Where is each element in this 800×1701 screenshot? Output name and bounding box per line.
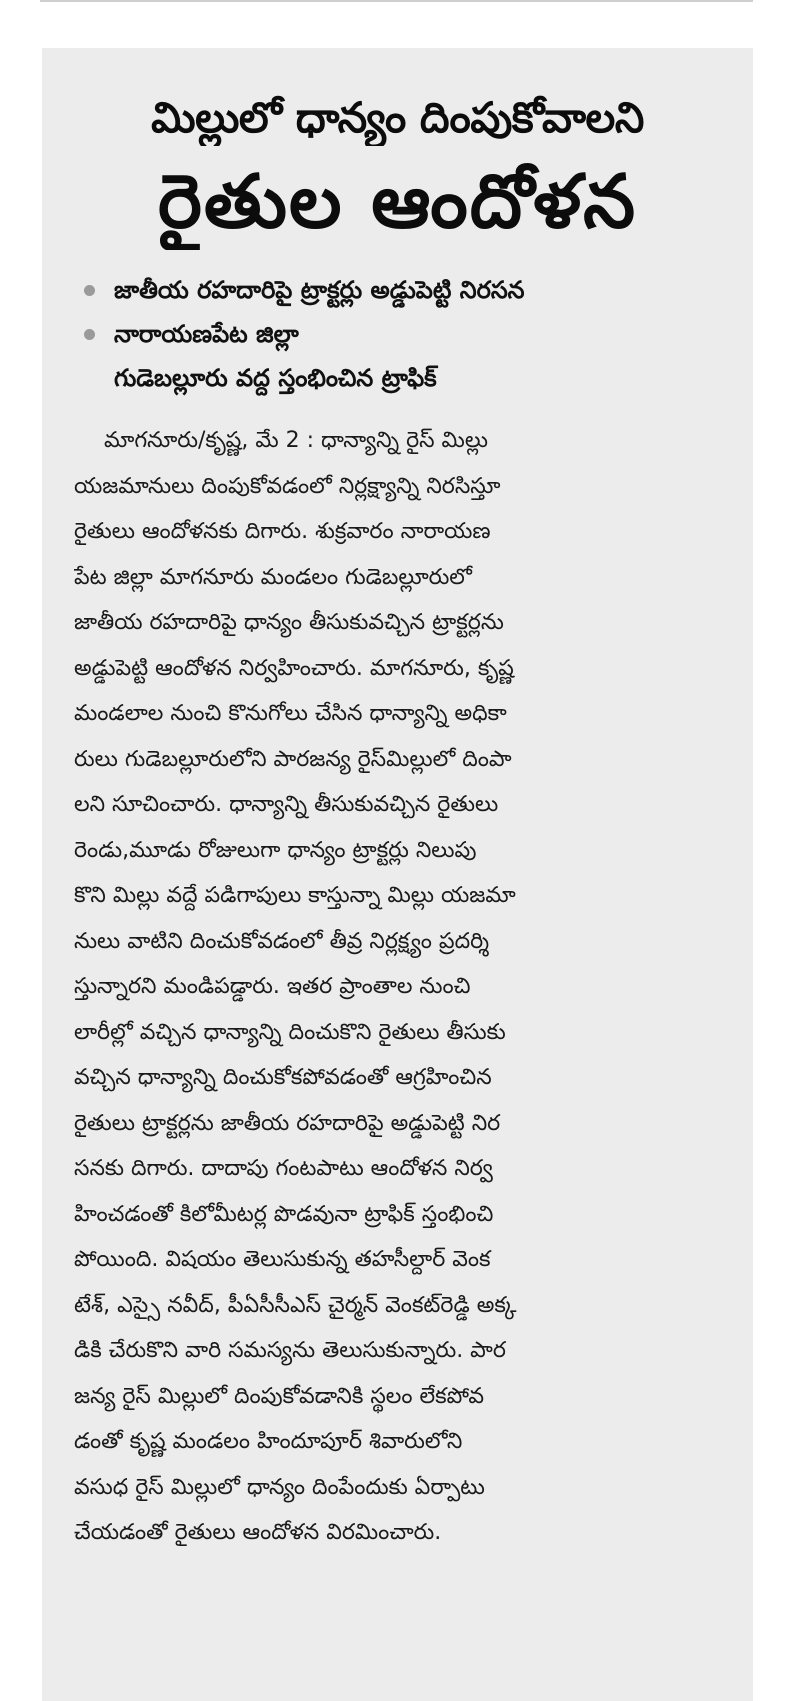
body-line: యజమానులు దింపుకోవడంలో నిర్లక్ష్యాన్ని నిరసిస్తూ (74, 473, 501, 499)
body-line: మాగనూరు/కృష్ణ, మే 2 : ధాన్యాన్ని రైస్ మిల్లు (104, 428, 489, 453)
top-divider (40, 0, 753, 2)
bullet-dot-icon (84, 285, 95, 296)
body-line: మండలాల నుంచి కొనుగోలు చేసిన ధాన్యాన్ని అధికా (74, 701, 507, 726)
body-line: పోయింది. విషయం తెలుసుకున్న తహసీల్దార్ వెంక (74, 1247, 491, 1272)
body-line: అడ్డుపెట్టి ఆందోళన నిర్వహించారు. మాగనూరు, కృష్ణ (74, 655, 514, 681)
body-line: సనకు దిగారు. దాదాపు గంటపాటు ఆందోళన నిర్వ (74, 1156, 493, 1181)
body-line: వసుధ రైస్ మిల్లులో ధాన్యం దింపేందుకు ఏర్పాటు (74, 1474, 485, 1500)
body-line: కొని మిల్లు వద్దే పడిగాపులు కాస్తున్నా మిల్లు యజమా (74, 883, 516, 908)
body-line: వచ్చిన ధాన్యాన్ని దించుకోకపోవడంతో ఆగ్రహించిన (74, 1065, 492, 1090)
highlight-item (84, 312, 725, 400)
news-clipping (42, 48, 753, 1701)
headline-sub: మిల్లులో ధాన్యం దింపుకోవాలని (151, 93, 644, 142)
highlight-item (84, 268, 725, 312)
highlight-line: గుడెబల్లూరు వద్ద స్తంభించిన ట్రాఫిక్ (114, 364, 437, 392)
body-line: హించడంతో కిలోమీటర్ల పొడవునా ట్రాఫిక్ స్తంభించి (74, 1201, 494, 1227)
body-line: డికి చేరుకొని వారి సమస్యను తెలుసుకున్నారు. పార (74, 1338, 506, 1363)
body-line: జాతీయ రహదారిపై ధాన్యం తీసుకువచ్చిన ట్రాక్టర్లను (74, 610, 504, 635)
body-line: రులు గుడెబల్లూరులోని పారజన్య రైస్‌మిల్లులో దింపా (74, 746, 512, 772)
body-line: రైతులు ఆందోళనకు దిగారు. శుక్రవారం నారాయణ (74, 519, 491, 544)
bullet-dot-icon (84, 329, 95, 340)
article-body (74, 418, 721, 1556)
headline-main: రైతుల ఆందోళన (157, 159, 638, 245)
body-line: నులు వాటిని దించుకోవడంలో తీవ్ర నిర్లక్ష్యం ప్రదర్శి (74, 928, 490, 954)
body-line: లని సూచించారు. ధాన్యాన్ని తీసుకువచ్చిన రైతులు (74, 792, 499, 817)
body-line: పేట జిల్లా మాగనూరు మండలం గుడెబల్లూరులో (74, 564, 472, 590)
highlight-line: జాతీయ రహదారిపై ట్రాక్టర్లు అడ్డుపెట్టి నిరసన (114, 276, 525, 304)
body-line: రెండు,మూడు రోజులుగా ధాన్యం ట్రాక్టర్లు నిలుపు (74, 837, 477, 863)
body-line: టేశ్, ఎస్సై నవీద్, పీఏసీసీఎస్ చైర్మన్ వెంకట్‌రెడ్డి అక్క (74, 1292, 517, 1318)
highlights-list (70, 268, 725, 400)
highlight-line: నారాయణపేట జిల్లా (114, 320, 299, 348)
body-line: రైతులు ట్రాక్టర్లను జాతీయ రహదారిపై అడ్డుపెట్టి నిర (74, 1110, 501, 1136)
body-line: డంతో కృష్ణ మండలం హిందూపూర్ శివారులోని (74, 1429, 463, 1454)
body-line: జన్య రైస్ మిల్లులో దింపుకోవడానికి స్థలం లేకపోవ (74, 1383, 484, 1409)
body-line: స్తున్నారని మండిపడ్డారు. ఇతర ప్రాంతాల నుంచి (74, 974, 471, 999)
body-line: లారీల్లో వచ్చిన ధాన్యాన్ని దించుకొని రైతులు తీసుకు (74, 1019, 506, 1045)
body-line: చేయడంతో రైతులు ఆందోళన విరమించారు. (74, 1520, 442, 1545)
